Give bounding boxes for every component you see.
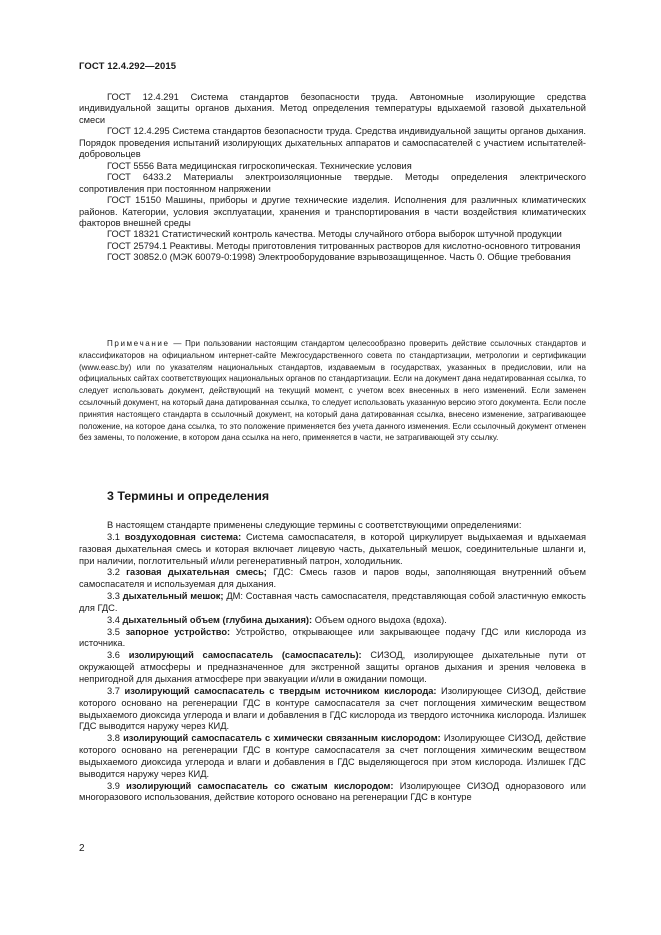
- term-name: воздуходовная система:: [124, 531, 242, 542]
- reference-item: ГОСТ 12.4.295 Система стандартов безопасности труда. Средства индивидуальной защиты органов дыхания. Порядок проведения испытаний изолирующих дыхательных аппаратов и самоспасателей с участием испытателей-добровольцев: [79, 126, 586, 160]
- term-definition: Изолирующее СИЗОД одноразового или многоразового использования, действие которого основано на регенерации ГДС в контуре: [79, 780, 587, 803]
- term-number: 3.3: [107, 591, 123, 602]
- term-entry: [79, 627, 586, 651]
- term-definition: СИЗОД, изолирующее дыхательные пути от окружающей атмосферы и предназначенное для экстренной защиты органов дыхания и зрения человека в непригодной для дыхания атмосфере при эвакуации и/или в ожидании помощи.: [79, 650, 586, 684]
- document-header: ГОСТ 12.4.292—2015: [79, 61, 177, 72]
- term-entry: [79, 615, 586, 627]
- note-paragraph: [79, 338, 586, 444]
- term-definition: ГДС: Смесь газов и паров воды, заполняющая внутренний объем самоспасателя и используемая для дыхания.: [79, 567, 586, 590]
- term-name: изолирующий самоспасатель (самоспасатель):: [128, 650, 362, 661]
- term-definition: Изолирующее СИЗОД, действие которого основано на регенерации ГДС в контуре самоспасателя за счет поглощения химическим веществом выдыхаемого диоксида углерода и влаги и добавления в ГДС выделяющегося при этом кислорода. Излишек ГДС выводится наружу через КИД.: [79, 733, 586, 779]
- term-name: запорное устройство:: [125, 626, 231, 637]
- term-number: 3.6: [107, 650, 129, 661]
- term-entry: [79, 567, 586, 591]
- term-number: 3.7: [107, 685, 125, 696]
- reference-item: ГОСТ 25794.1 Реактивы. Методы приготовления титрованных растворов для кислотно-основного титрования: [107, 240, 581, 251]
- term-definition: Система самоспасателя, в которой циркулирует выдыхаемая и вдыхаемая газовая дыхательная смесь и которая включает лицевую часть, дыхательный мешок, соединительные шланги и, при наличии, поглотительный и/или регенеративный патрон, холодильник.: [79, 531, 586, 566]
- term-number: 3.5: [107, 626, 126, 637]
- note-text: — При пользовании настоящим стандартом целесообразно проверить действие ссылочных стандартов и классификаторов на официальном интернет-сайте Межгосударственного совета по стандартизации, метрологии и сертификации (www.easc.by) или по указателям национальных стандартов, издаваемым в государствах, указанных в предисловии, или на официальных сайтах соответствующих национальных органов по стандартизации. Если на документ дана недатированная ссылка, то следует использовать документ, действующий на текущий момент, с учетом всех внесенных в него изменений. Если заменен ссылочный документ, на который дана датированная ссылка, то следует использовать указанную версию этого документа. Если после принятия настоящего стандарта в ссылочный документ, на который дана датированная ссылка, внесено изменение, затрагивающее положение, на которое дана ссылка, то это положение применяется без учета данного изменения. Если ссылочный документ отменен без замены, то положение, в котором дана ссылка на него, применяется в части, не затрагивающей эту ссылку.: [79, 339, 586, 443]
- term-definition: Устройство, открывающее или закрывающее подачу ГДС или кислорода из источника.: [79, 626, 586, 649]
- section-body: [79, 520, 586, 804]
- reference-item: ГОСТ 18321 Статистический контроль качества. Методы случайного отбора выборок штучной продукции: [107, 229, 562, 240]
- term-entry: [79, 781, 586, 805]
- term-name: изолирующий самоспасатель с химически связанным кислородом:: [123, 733, 441, 744]
- term-entry: [79, 733, 586, 780]
- reference-item: ГОСТ 12.4.291 Система стандартов безопасности труда. Автономные изолирующие средства индивидуальной защиты органов дыхания. Метод определения температуры вдыхаемой газовой дыхательной смеси: [79, 92, 586, 125]
- normative-references: [79, 92, 586, 264]
- page-number: 2: [79, 843, 85, 854]
- term-definition: ДМ: Составная часть самоспасателя, представляющая собой эластичную емкость для ГДС.: [79, 591, 586, 613]
- term-number: 3.8: [107, 733, 124, 744]
- note-label: Примечание: [107, 339, 170, 348]
- reference-item: ГОСТ 30852.0 (МЭК 60079-0:1998) Электрооборудование взрывозащищенное. Часть 0. Общие требования: [107, 252, 571, 263]
- reference-item: ГОСТ 6433.2 Материалы электроизоляционные твердые. Методы определения электрического сопротивления при постоянном напряжении: [79, 172, 586, 194]
- term-name: дыхательный мешок;: [122, 591, 224, 602]
- term-name: изолирующий самоспасатель со сжатым кислородом:: [126, 780, 394, 791]
- term-entry: [79, 686, 586, 733]
- term-number: 3.2: [107, 567, 127, 578]
- term-definition: Объем одного выдоха (вдоха).: [312, 614, 447, 625]
- term-entry: [79, 532, 586, 568]
- term-entry: [79, 650, 586, 686]
- reference-item: ГОСТ 15150 Машины, приборы и другие технические изделия. Исполнения для различных климатических районов. Категории, условия эксплуатации, хранения и транспортирования в части воздействия климатических факторов внешней среды: [79, 195, 586, 228]
- note-block: [79, 338, 586, 444]
- term-definition: Изолирующее СИЗОД, действие которого основано на регенерации ГДС в контуре самоспасателя за счет поглощения химическим веществом выдыхаемого диоксида углерода и влаги и добавления в ГДС кислорода из твердого источника кислорода. Излишек ГДС выводится наружу через КИД.: [79, 685, 586, 732]
- section-title: 3 Термины и определения: [107, 489, 270, 503]
- section-intro: В настоящем стандарте применены следующие термины с соответствующими определениями:: [107, 520, 522, 530]
- term-entry: [79, 591, 586, 615]
- term-number: 3.1: [107, 531, 125, 542]
- term-number: 3.9: [107, 780, 127, 791]
- term-number: 3.4: [107, 614, 123, 625]
- term-name: изолирующий самоспасатель с твердым источником кислорода:: [124, 685, 437, 696]
- term-name: дыхательный объем (глубина дыхания):: [122, 614, 313, 625]
- term-name: газовая дыхательная смесь;: [126, 567, 267, 578]
- reference-item: ГОСТ 5556 Вата медицинская гигроскопическая. Технические условия: [107, 160, 412, 171]
